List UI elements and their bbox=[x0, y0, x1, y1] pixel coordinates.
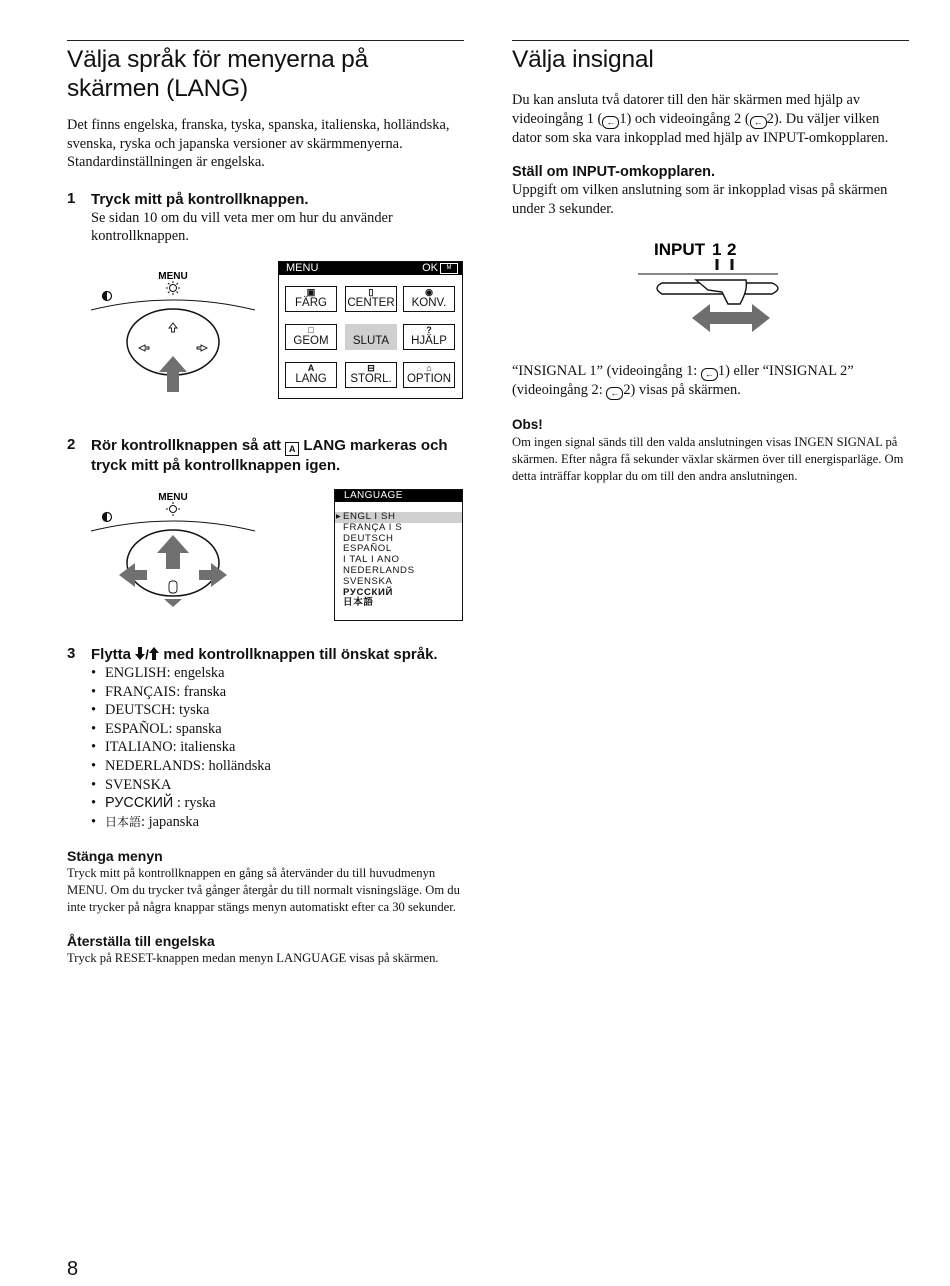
osd-menu-item bbox=[345, 324, 397, 350]
osd-menu-item bbox=[403, 286, 455, 312]
osd-menu-item bbox=[285, 286, 337, 312]
input-intro-c: 2). Du väljer vilken dator som ska vara inkopplad med hjälp av INPUT-omkopplaren. bbox=[512, 110, 889, 146]
input-2-label: 2 bbox=[727, 240, 737, 260]
step-number: 2 bbox=[67, 435, 76, 453]
osd-menu-item bbox=[345, 362, 397, 388]
step-3-heading bbox=[91, 645, 464, 664]
language-bullet-item bbox=[91, 738, 464, 757]
step-3-heading-b: med kontrollknappen till önskat språk. bbox=[163, 645, 438, 663]
figure-control-and-language bbox=[67, 489, 464, 627]
language-item-label: FRANÇA I S bbox=[343, 521, 403, 533]
language-name: NEDERLANDS bbox=[105, 757, 201, 774]
input-switch-diagram bbox=[512, 238, 909, 358]
input-switch-text: Uppgift om vilken anslutning som är inkopplad visas på skärmen under 3 sekunder. bbox=[512, 182, 888, 217]
geometry-icon: □ bbox=[308, 324, 314, 335]
signal-text-b: 1) eller “INSIGNAL 2” (videoingång 2: bbox=[512, 363, 854, 399]
language-bullet-item bbox=[91, 776, 464, 795]
contrast-icon bbox=[103, 291, 112, 300]
step-3 bbox=[67, 645, 464, 831]
svg-text:/: / bbox=[145, 646, 149, 661]
language-name: ITALIANO bbox=[105, 739, 173, 756]
osd-menu-header bbox=[279, 262, 462, 275]
osd-menu-title: MENU bbox=[286, 261, 319, 274]
close-menu-section bbox=[67, 847, 464, 916]
right-column bbox=[512, 40, 909, 485]
osd-menu-item bbox=[403, 324, 455, 350]
section-rule bbox=[512, 40, 909, 41]
language-bullet-item bbox=[91, 701, 464, 720]
reset-text: Tryck på RESET-knappen medan menyn LANGUAGE visas på skärmen. bbox=[67, 951, 439, 966]
input-connector-icon: ← bbox=[750, 116, 767, 129]
osd-language-menu bbox=[334, 489, 463, 621]
osd-menu-item bbox=[345, 286, 397, 312]
language-desc: : franska bbox=[176, 683, 227, 700]
language-bullet-item bbox=[91, 664, 464, 683]
double-arrow-icon bbox=[692, 304, 770, 332]
language-desc: : ryska bbox=[173, 795, 216, 812]
language-desc: : japanska bbox=[141, 813, 199, 830]
language-name: ENGLISH bbox=[105, 664, 167, 681]
osd-menu-item bbox=[285, 324, 337, 350]
language-name: SVENSKA bbox=[105, 776, 172, 793]
language-item-label: I TAL I ANO bbox=[343, 554, 400, 566]
contrast-icon bbox=[103, 512, 112, 521]
language-name: РУССКИЙ bbox=[105, 795, 174, 812]
size-icon: ⊟ bbox=[367, 362, 375, 373]
input-connector-icon: ← bbox=[602, 116, 619, 129]
step-2-heading-b: LANG markeras och tryck mitt på kontrollknappen igen. bbox=[91, 436, 448, 474]
lang-icon: A bbox=[307, 362, 315, 373]
osd-menu-item bbox=[285, 362, 337, 388]
osd-menu-item-label: GEOM bbox=[293, 334, 329, 347]
step-1 bbox=[67, 190, 464, 246]
color-icon: ▣ bbox=[306, 286, 316, 297]
lang-intro: Det finns engelska, franska, tyska, spanska, italienska, holländska, svenska, ryska och japanska versioner av skärmmenyerna. Standardinställningen är engelska. bbox=[67, 117, 450, 171]
section-title-lang: Välja språk för menyerna på skärmen (LANG) bbox=[67, 46, 369, 102]
language-bullet-item bbox=[91, 683, 464, 702]
osd-menu-item-label: LANG bbox=[295, 372, 327, 385]
signal-text bbox=[512, 362, 909, 400]
input-1-tick bbox=[716, 259, 719, 270]
language-item-label: SVENSKA bbox=[343, 575, 393, 587]
osd-ok-label: OK bbox=[422, 261, 438, 274]
menu-key-icon: M bbox=[440, 263, 458, 274]
step-2-heading-a: Rör kontrollknappen så att bbox=[91, 436, 282, 454]
input-switch-figure bbox=[512, 238, 909, 358]
left-column bbox=[67, 40, 464, 967]
osd-menu-item-label: CENTER bbox=[347, 296, 395, 309]
center-key bbox=[169, 581, 177, 593]
step-2-heading bbox=[91, 436, 464, 475]
osd-menu-item-label: KONV. bbox=[411, 296, 447, 309]
language-desc: : holländska bbox=[200, 757, 271, 774]
note-heading: Obs! bbox=[512, 417, 543, 433]
language-name: FRANÇAIS bbox=[105, 683, 177, 700]
close-menu-heading: Stänga menyn bbox=[67, 848, 163, 865]
reset-heading: Återställa till engelska bbox=[67, 933, 215, 950]
control-menu-label: MENU bbox=[158, 491, 188, 503]
sun-icon bbox=[166, 281, 180, 295]
input-connector-icon: ← bbox=[606, 387, 623, 400]
osd-menu-item-label: STORL. bbox=[350, 372, 392, 385]
language-item-label: ESPAÑOL bbox=[343, 543, 392, 555]
down-arrow-icon bbox=[164, 599, 182, 607]
language-bullet-item bbox=[91, 720, 464, 739]
step-number: 3 bbox=[67, 644, 76, 662]
language-bullet-item bbox=[91, 813, 464, 832]
section-rule bbox=[67, 40, 464, 41]
language-item-label: NEDERLANDS bbox=[343, 564, 415, 576]
language-desc: : engelska bbox=[166, 664, 225, 681]
step-1-text: Se sidan 10 om du vill veta mer om hur du använder kontrollknappen. bbox=[91, 209, 393, 245]
step-2 bbox=[67, 436, 464, 475]
help-icon: ? bbox=[426, 324, 432, 335]
language-desc: : italienska bbox=[172, 739, 236, 756]
language-item bbox=[335, 598, 462, 609]
input-connector-icon: ← bbox=[701, 368, 718, 381]
input-1-label: 1 bbox=[712, 240, 722, 260]
language-desc: : tyska bbox=[171, 702, 210, 719]
language-bullet-item bbox=[91, 757, 464, 776]
language-name: ESPAÑOL bbox=[105, 720, 169, 737]
input-intro-b: 1) och videoingång 2 ( bbox=[619, 110, 750, 127]
step-3-heading-a: Flytta bbox=[91, 645, 132, 663]
language-item-label: 日本語 bbox=[343, 597, 374, 609]
control-button-figure-2 bbox=[67, 489, 327, 627]
option-icon: ⌂ bbox=[426, 362, 432, 373]
center-icon: ▯ bbox=[368, 286, 374, 297]
sun-icon bbox=[166, 502, 180, 516]
selection-marker-icon: ▶ bbox=[336, 513, 342, 520]
osd-menu-item-label: FÄRG bbox=[295, 296, 327, 309]
signal-text-c: 2) visas på skärmen. bbox=[623, 382, 741, 399]
reset-section bbox=[67, 932, 464, 967]
signal-text-a: “INSIGNAL 1” (videoingång 1: bbox=[512, 363, 701, 380]
note-text: Om ingen signal sänds till den valda anslutningen visas INGEN SIGNAL på skärmen. Efter några få sekunder växlar skärmen över till energisparläge. Om detta inträffar kopplar du om till den andra anslutningen. bbox=[512, 435, 904, 484]
osd-main-menu bbox=[278, 261, 463, 399]
down-up-arrow-icon bbox=[135, 647, 159, 661]
language-name: 日本語 bbox=[105, 814, 142, 829]
section-title-input: Välja insignal bbox=[512, 46, 654, 73]
close-menu-text: Tryck mitt på kontrollknappen en gång så återvänder du till huvudmenyn MENU. Om du trycker två gånger återgår du till normalt visningsläge. Om du inte trycker på några knappar stängs menyn automatiskt efter ca 30 sekunder. bbox=[67, 866, 460, 915]
language-list bbox=[335, 512, 462, 609]
convergence-icon: ◉ bbox=[425, 286, 433, 297]
step-number: 1 bbox=[67, 189, 76, 207]
input-2-tick bbox=[731, 259, 734, 270]
language-bullet-item bbox=[91, 794, 464, 813]
input-intro-a: Du kan ansluta två datorer till den här skärmen med hjälp av videoingång 1 ( bbox=[512, 92, 861, 127]
input-switch-heading: Ställ om INPUT-omkopplaren. bbox=[512, 164, 716, 181]
figure-control-and-menu bbox=[67, 260, 464, 416]
osd-menu-item-label: OPTION bbox=[406, 372, 452, 385]
language-desc: : spanska bbox=[168, 720, 222, 737]
input-intro bbox=[512, 91, 909, 147]
control-menu-label: MENU bbox=[158, 270, 188, 282]
language-item-label: РУССКИЙ bbox=[343, 586, 393, 598]
input-label: INPUT bbox=[654, 240, 705, 260]
lang-icon: A bbox=[285, 442, 299, 456]
language-bullet-list bbox=[91, 664, 464, 831]
language-item-label: DEUTSCH bbox=[343, 532, 394, 544]
osd-menu-item-label: SLUTA bbox=[352, 334, 390, 347]
osd-menu-item bbox=[403, 362, 455, 388]
language-item-label: ENGL I SH bbox=[343, 510, 396, 522]
osd-language-title: LANGUAGE bbox=[335, 490, 462, 502]
osd-menu-item-label: HJÄLP bbox=[411, 334, 447, 347]
language-name: DEUTSCH bbox=[105, 702, 172, 719]
step-1-heading: Tryck mitt på kontrollknappen. bbox=[91, 190, 309, 208]
page-number: 8 bbox=[67, 1258, 79, 1280]
